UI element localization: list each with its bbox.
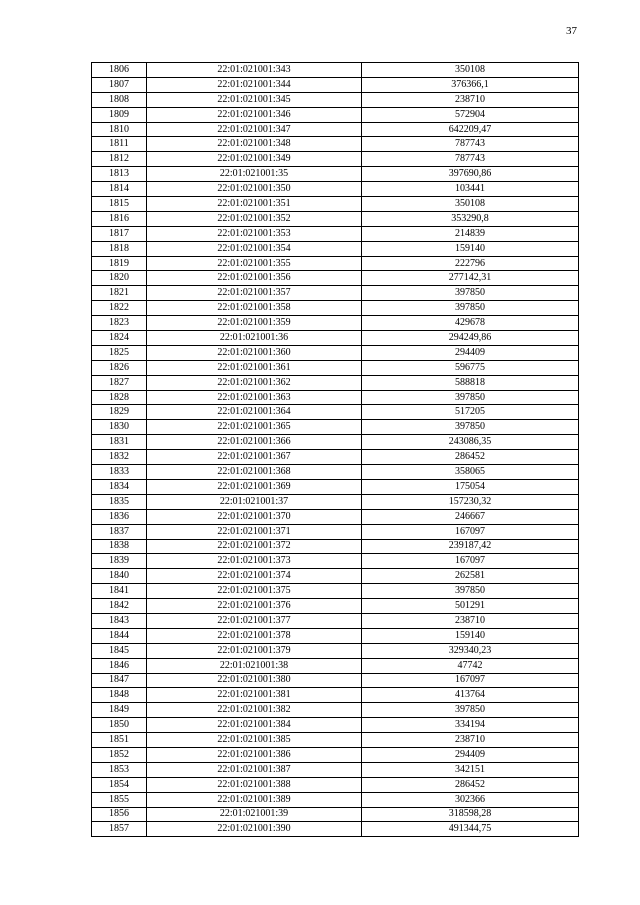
table-row <box>92 375 579 390</box>
value-cell: 596775 <box>362 360 579 375</box>
value-cell: 294249,86 <box>362 331 579 346</box>
table-row <box>92 554 579 569</box>
row-number-cell: 1819 <box>92 256 147 271</box>
cadastral-number-cell: 22:01:021001:381 <box>147 688 362 703</box>
row-number-cell: 1834 <box>92 479 147 494</box>
value-cell: 350108 <box>362 63 579 78</box>
cadastral-number-cell: 22:01:021001:388 <box>147 777 362 792</box>
cadastral-number-cell: 22:01:021001:365 <box>147 420 362 435</box>
table-row <box>92 509 579 524</box>
table-row <box>92 762 579 777</box>
value-cell: 239187,42 <box>362 539 579 554</box>
value-cell: 175054 <box>362 479 579 494</box>
cadastral-number-cell: 22:01:021001:373 <box>147 554 362 569</box>
value-cell: 262581 <box>362 569 579 584</box>
row-number-cell: 1818 <box>92 241 147 256</box>
row-number-cell: 1823 <box>92 316 147 331</box>
value-cell: 238710 <box>362 92 579 107</box>
value-cell: 159140 <box>362 241 579 256</box>
row-number-cell: 1837 <box>92 524 147 539</box>
value-cell: 350108 <box>362 197 579 212</box>
cadastral-number-cell: 22:01:021001:348 <box>147 137 362 152</box>
value-cell: 342151 <box>362 762 579 777</box>
table-row <box>92 301 579 316</box>
cadastral-number-cell: 22:01:021001:358 <box>147 301 362 316</box>
row-number-cell: 1854 <box>92 777 147 792</box>
cadastral-number-cell: 22:01:021001:386 <box>147 747 362 762</box>
cadastral-number-cell: 22:01:021001:345 <box>147 92 362 107</box>
table-row <box>92 718 579 733</box>
table-row <box>92 152 579 167</box>
value-cell: 167097 <box>362 554 579 569</box>
cadastral-number-cell: 22:01:021001:361 <box>147 360 362 375</box>
cadastral-number-cell: 22:01:021001:353 <box>147 226 362 241</box>
cadastral-number-cell: 22:01:021001:354 <box>147 241 362 256</box>
value-cell: 243086,35 <box>362 435 579 450</box>
table-row <box>92 405 579 420</box>
cadastral-number-cell: 22:01:021001:375 <box>147 584 362 599</box>
table-row <box>92 420 579 435</box>
row-number-cell: 1826 <box>92 360 147 375</box>
cadastral-number-cell: 22:01:021001:368 <box>147 465 362 480</box>
value-cell: 397690,86 <box>362 167 579 182</box>
row-number-cell: 1809 <box>92 107 147 122</box>
row-number-cell: 1839 <box>92 554 147 569</box>
row-number-cell: 1810 <box>92 122 147 137</box>
cadastral-number-cell: 22:01:021001:376 <box>147 599 362 614</box>
value-cell: 238710 <box>362 613 579 628</box>
value-cell: 334194 <box>362 718 579 733</box>
value-cell: 246667 <box>362 509 579 524</box>
cadastral-number-cell: 22:01:021001:367 <box>147 450 362 465</box>
cadastral-number-cell: 22:01:021001:369 <box>147 479 362 494</box>
row-number-cell: 1808 <box>92 92 147 107</box>
row-number-cell: 1815 <box>92 197 147 212</box>
value-cell: 277142,31 <box>362 271 579 286</box>
table-row <box>92 822 579 837</box>
cadastral-value-table <box>91 62 579 837</box>
value-cell: 376366,1 <box>362 77 579 92</box>
value-cell: 159140 <box>362 628 579 643</box>
value-cell: 47742 <box>362 658 579 673</box>
value-cell: 302366 <box>362 792 579 807</box>
row-number-cell: 1811 <box>92 137 147 152</box>
row-number-cell: 1833 <box>92 465 147 480</box>
table-row <box>92 390 579 405</box>
table-row <box>92 599 579 614</box>
row-number-cell: 1847 <box>92 673 147 688</box>
row-number-cell: 1832 <box>92 450 147 465</box>
row-number-cell: 1812 <box>92 152 147 167</box>
cadastral-number-cell: 22:01:021001:389 <box>147 792 362 807</box>
table-row <box>92 643 579 658</box>
table-row <box>92 256 579 271</box>
row-number-cell: 1831 <box>92 435 147 450</box>
row-number-cell: 1857 <box>92 822 147 837</box>
cadastral-number-cell: 22:01:021001:343 <box>147 63 362 78</box>
value-cell: 397850 <box>362 584 579 599</box>
cadastral-number-cell: 22:01:021001:39 <box>147 807 362 822</box>
table-row <box>92 569 579 584</box>
table-row <box>92 167 579 182</box>
cadastral-number-cell: 22:01:021001:351 <box>147 197 362 212</box>
table-row <box>92 345 579 360</box>
row-number-cell: 1816 <box>92 211 147 226</box>
value-cell: 588818 <box>362 375 579 390</box>
value-cell: 787743 <box>362 137 579 152</box>
row-number-cell: 1853 <box>92 762 147 777</box>
table-row <box>92 524 579 539</box>
row-number-cell: 1855 <box>92 792 147 807</box>
cadastral-number-cell: 22:01:021001:344 <box>147 77 362 92</box>
value-cell: 517205 <box>362 405 579 420</box>
cadastral-number-cell: 22:01:021001:355 <box>147 256 362 271</box>
table-row <box>92 182 579 197</box>
cadastral-number-cell: 22:01:021001:350 <box>147 182 362 197</box>
table-row <box>92 539 579 554</box>
row-number-cell: 1844 <box>92 628 147 643</box>
value-cell: 429678 <box>362 316 579 331</box>
table-row <box>92 658 579 673</box>
value-cell: 286452 <box>362 450 579 465</box>
value-cell: 222796 <box>362 256 579 271</box>
value-cell: 329340,23 <box>362 643 579 658</box>
table-row <box>92 107 579 122</box>
row-number-cell: 1827 <box>92 375 147 390</box>
row-number-cell: 1848 <box>92 688 147 703</box>
table-row <box>92 479 579 494</box>
row-number-cell: 1820 <box>92 271 147 286</box>
cadastral-number-cell: 22:01:021001:390 <box>147 822 362 837</box>
row-number-cell: 1817 <box>92 226 147 241</box>
cadastral-number-cell: 22:01:021001:379 <box>147 643 362 658</box>
table-row <box>92 673 579 688</box>
cadastral-number-cell: 22:01:021001:370 <box>147 509 362 524</box>
value-cell: 157230,32 <box>362 494 579 509</box>
value-cell: 294409 <box>362 345 579 360</box>
table-row <box>92 628 579 643</box>
row-number-cell: 1852 <box>92 747 147 762</box>
table-row <box>92 450 579 465</box>
table-row <box>92 241 579 256</box>
cadastral-number-cell: 22:01:021001:35 <box>147 167 362 182</box>
value-cell: 397850 <box>362 286 579 301</box>
table-row <box>92 360 579 375</box>
cadastral-number-cell: 22:01:021001:360 <box>147 345 362 360</box>
row-number-cell: 1813 <box>92 167 147 182</box>
table-row <box>92 584 579 599</box>
cadastral-number-cell: 22:01:021001:364 <box>147 405 362 420</box>
cadastral-number-cell: 22:01:021001:380 <box>147 673 362 688</box>
table-row <box>92 777 579 792</box>
table-row <box>92 807 579 822</box>
row-number-cell: 1807 <box>92 77 147 92</box>
value-cell: 167097 <box>362 673 579 688</box>
cadastral-number-cell: 22:01:021001:378 <box>147 628 362 643</box>
table-row <box>92 703 579 718</box>
cadastral-number-cell: 22:01:021001:38 <box>147 658 362 673</box>
cadastral-number-cell: 22:01:021001:377 <box>147 613 362 628</box>
value-cell: 642209,47 <box>362 122 579 137</box>
table-row <box>92 613 579 628</box>
cadastral-number-cell: 22:01:021001:36 <box>147 331 362 346</box>
cadastral-number-cell: 22:01:021001:374 <box>147 569 362 584</box>
table-row <box>92 211 579 226</box>
row-number-cell: 1830 <box>92 420 147 435</box>
cadastral-number-cell: 22:01:021001:362 <box>147 375 362 390</box>
value-cell: 397850 <box>362 390 579 405</box>
table-row <box>92 271 579 286</box>
cadastral-number-cell: 22:01:021001:385 <box>147 733 362 748</box>
table-row <box>92 286 579 301</box>
value-cell: 214839 <box>362 226 579 241</box>
row-number-cell: 1814 <box>92 182 147 197</box>
value-cell: 397850 <box>362 301 579 316</box>
cadastral-number-cell: 22:01:021001:382 <box>147 703 362 718</box>
cadastral-number-cell: 22:01:021001:357 <box>147 286 362 301</box>
row-number-cell: 1829 <box>92 405 147 420</box>
value-cell: 358065 <box>362 465 579 480</box>
cadastral-number-cell: 22:01:021001:346 <box>147 107 362 122</box>
cadastral-number-cell: 22:01:021001:347 <box>147 122 362 137</box>
row-number-cell: 1840 <box>92 569 147 584</box>
cadastral-number-cell: 22:01:021001:371 <box>147 524 362 539</box>
row-number-cell: 1849 <box>92 703 147 718</box>
value-cell: 353290,8 <box>362 211 579 226</box>
table-row <box>92 747 579 762</box>
row-number-cell: 1846 <box>92 658 147 673</box>
row-number-cell: 1850 <box>92 718 147 733</box>
table-row <box>92 792 579 807</box>
row-number-cell: 1825 <box>92 345 147 360</box>
value-cell: 238710 <box>362 733 579 748</box>
cadastral-number-cell: 22:01:021001:387 <box>147 762 362 777</box>
table-row <box>92 92 579 107</box>
value-cell: 397850 <box>362 420 579 435</box>
row-number-cell: 1838 <box>92 539 147 554</box>
value-cell: 167097 <box>362 524 579 539</box>
row-number-cell: 1856 <box>92 807 147 822</box>
row-number-cell: 1836 <box>92 509 147 524</box>
cadastral-number-cell: 22:01:021001:359 <box>147 316 362 331</box>
row-number-cell: 1824 <box>92 331 147 346</box>
row-number-cell: 1843 <box>92 613 147 628</box>
table-row <box>92 77 579 92</box>
table-row <box>92 688 579 703</box>
value-cell: 294409 <box>362 747 579 762</box>
value-cell: 397850 <box>362 703 579 718</box>
table-row <box>92 465 579 480</box>
table-row <box>92 316 579 331</box>
cadastral-number-cell: 22:01:021001:372 <box>147 539 362 554</box>
row-number-cell: 1845 <box>92 643 147 658</box>
value-cell: 103441 <box>362 182 579 197</box>
table-row <box>92 733 579 748</box>
cadastral-number-cell: 22:01:021001:349 <box>147 152 362 167</box>
value-cell: 787743 <box>362 152 579 167</box>
table-row <box>92 137 579 152</box>
cadastral-number-cell: 22:01:021001:352 <box>147 211 362 226</box>
row-number-cell: 1821 <box>92 286 147 301</box>
table-row <box>92 435 579 450</box>
cadastral-number-cell: 22:01:021001:384 <box>147 718 362 733</box>
cadastral-number-cell: 22:01:021001:366 <box>147 435 362 450</box>
page-number: 37 <box>566 25 577 37</box>
row-number-cell: 1841 <box>92 584 147 599</box>
row-number-cell: 1851 <box>92 733 147 748</box>
table-row <box>92 226 579 241</box>
row-number-cell: 1822 <box>92 301 147 316</box>
value-cell: 286452 <box>362 777 579 792</box>
table-row <box>92 331 579 346</box>
row-number-cell: 1828 <box>92 390 147 405</box>
table-body <box>92 63 579 837</box>
value-cell: 572904 <box>362 107 579 122</box>
cadastral-number-cell: 22:01:021001:363 <box>147 390 362 405</box>
value-cell: 318598,28 <box>362 807 579 822</box>
row-number-cell: 1806 <box>92 63 147 78</box>
table-row <box>92 63 579 78</box>
row-number-cell: 1842 <box>92 599 147 614</box>
table-row <box>92 197 579 212</box>
value-cell: 491344,75 <box>362 822 579 837</box>
value-cell: 501291 <box>362 599 579 614</box>
table-row <box>92 122 579 137</box>
table-row <box>92 494 579 509</box>
row-number-cell: 1835 <box>92 494 147 509</box>
value-cell: 413764 <box>362 688 579 703</box>
cadastral-number-cell: 22:01:021001:356 <box>147 271 362 286</box>
cadastral-number-cell: 22:01:021001:37 <box>147 494 362 509</box>
